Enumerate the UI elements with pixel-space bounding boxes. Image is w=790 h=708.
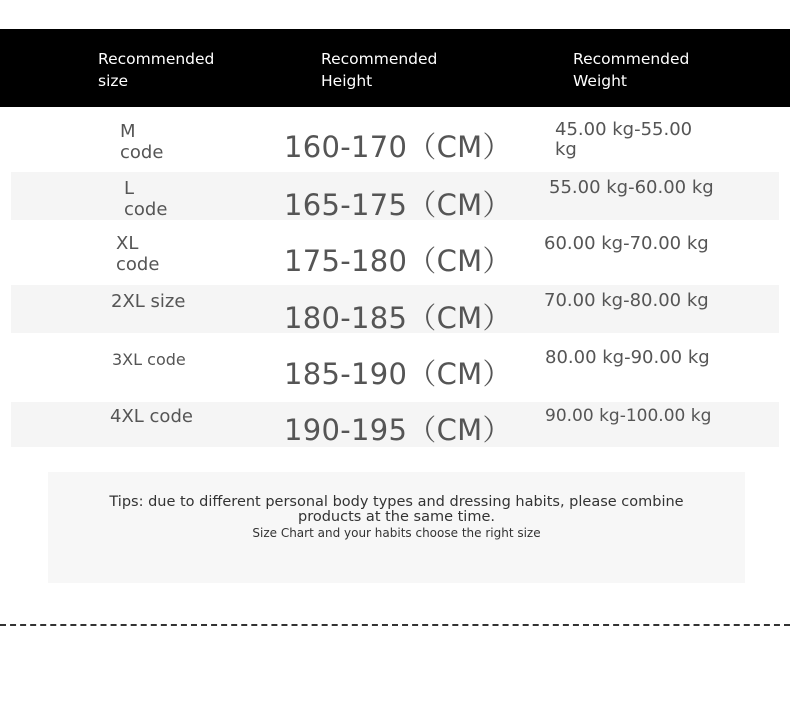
- header-size-label: Recommended size: [98, 50, 215, 90]
- size-cell: 4XL code: [110, 406, 193, 427]
- size-cell: 2XL size: [111, 291, 186, 312]
- size-cell: L code: [124, 178, 168, 220]
- table-row: [11, 402, 779, 447]
- size-cell: 3XL code: [112, 350, 186, 369]
- dashed-divider: [0, 624, 790, 626]
- table-row: [0, 113, 790, 170]
- height-cell: 180-185（CM）: [284, 301, 512, 335]
- weight-cell: 80.00 kg-90.00 kg: [545, 347, 710, 368]
- table-row: [11, 285, 779, 333]
- height-cell: 190-195（CM）: [284, 413, 512, 447]
- height-cell: 160-170（CM）: [284, 130, 512, 164]
- weight-cell: 55.00 kg-60.00 kg: [549, 177, 714, 198]
- height-cell: 175-180（CM）: [284, 244, 512, 278]
- tips-box: [48, 472, 745, 583]
- size-cell: M code: [120, 121, 164, 163]
- table-row: [11, 172, 779, 220]
- header-weight-label: Recommended Weight: [573, 50, 690, 90]
- weight-cell: 70.00 kg-80.00 kg: [544, 290, 709, 311]
- height-cell: 165-175（CM）: [284, 188, 512, 222]
- weight-cell: 90.00 kg-100.00 kg: [545, 406, 712, 426]
- tips-text: Tips: due to different personal body types and dressing habits, please combine products at the same time.: [109, 494, 684, 525]
- table-row: [0, 340, 790, 397]
- weight-cell: 45.00 kg-55.00 kg: [555, 119, 693, 160]
- weight-cell: 60.00 kg-70.00 kg: [544, 233, 709, 254]
- table-row: [0, 227, 790, 284]
- tips-subtext: Size Chart and your habits choose the right size: [252, 526, 541, 540]
- height-cell: 185-190（CM）: [284, 357, 512, 391]
- table-header: [0, 29, 790, 107]
- size-cell: XL code: [116, 233, 160, 275]
- header-height-label: Recommended Height: [321, 50, 438, 90]
